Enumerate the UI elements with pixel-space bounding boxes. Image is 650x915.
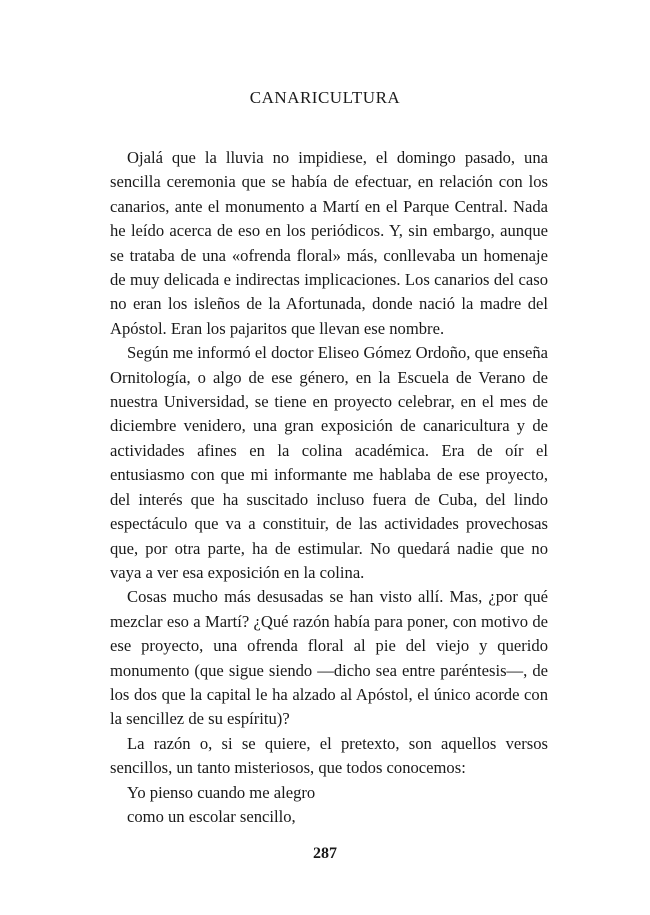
body-text bbox=[110, 146, 548, 829]
verse-line-1: Yo pienso cuando me alegro bbox=[127, 782, 316, 802]
paragraph-1: Ojalá que la lluvia no impidiese, el domingo pasado, una sencilla ceremonia que se había de efectuar, en relación con los canarios, ante el monumento a Martí en el Parque Central. Nada he leído acerca de eso en los periódicos. Y, sin embargo, aunque se trataba de una «ofrenda floral» más, conllevaba un homenaje de muy delicada e indirectas implicaciones. Los canarios del caso no eran los isleños de la Afortunada, donde nació la madre del Apóstol. Eran los pajaritos que llevan ese nombre. bbox=[110, 148, 548, 338]
page-number: 287 bbox=[313, 845, 337, 862]
paragraph-2: Según me informó el doctor Eliseo Gómez Ordoño, que enseña Ornitología, o algo de ese género, en la Escuela de Verano de nuestra Universidad, se tiene en proyecto celebrar, en el mes de diciembre venidero, una gran exposición de canaricultura y de actividades afines en la colina académica. Era de oír el entusiasmo con que mi informante me hablaba de ese proyecto, del interés que ha suscitado incluso fuera de Cuba, del lindo espectáculo que va a constituir, de las actividades provechosas que, por otra parte, ha de estimular. No quedará nadie que no vaya a ver esa exposición en la colina. bbox=[110, 343, 548, 582]
verse-line-2: como un escolar sencillo, bbox=[127, 806, 296, 826]
paragraph-4: La razón o, si se quiere, el pretexto, son aquellos versos sencillos, un tanto misteriosos, que todos conocemos: bbox=[110, 733, 548, 778]
paragraph-3: Cosas mucho más desusadas se han visto allí. Mas, ¿por qué mezclar eso a Martí? ¿Qué razón había para poner, con motivo de ese proyecto, una ofrenda floral al pie del viejo y querido monumento (que sigue siendo —dicho sea entre paréntesis—, de los dos que la capital le ha alzado al Apóstol, el único acorde con la sencillez de su espíritu)? bbox=[110, 587, 548, 729]
chapter-title: CANARICULTURA bbox=[249, 88, 401, 107]
